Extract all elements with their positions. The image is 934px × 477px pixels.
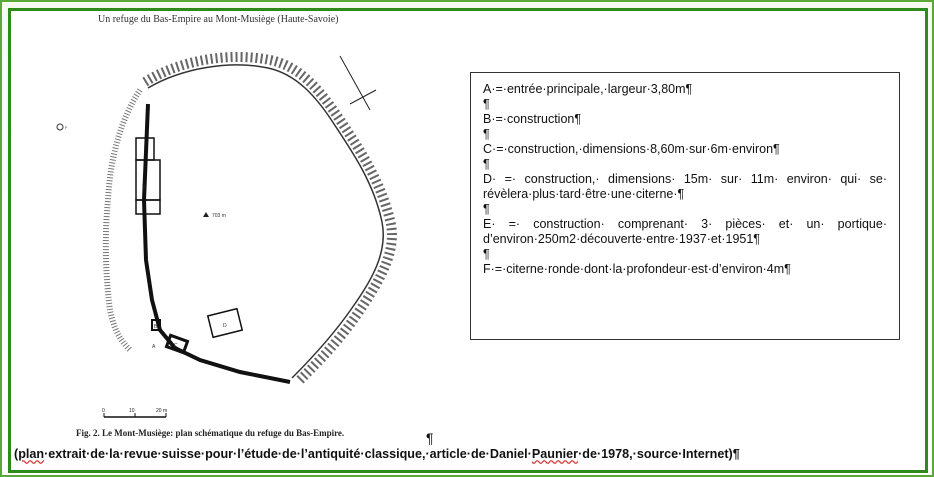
summit-marker	[203, 212, 209, 217]
letter-d: D	[223, 323, 227, 329]
legend-line-f: F·=·citerne·ronde·dont·la·profondeur·est·d’environ·4m¶	[483, 262, 791, 276]
construction-e-room-2	[136, 160, 160, 200]
legend-line-c: C·=·construction,·dimensions·8,60m·sur·6m·environ¶	[483, 142, 780, 156]
cliff-hatching-east	[145, 57, 392, 380]
legend-line-b: B·=·construction¶	[483, 112, 582, 126]
source-part-2: ·extrait·de·la·revue·suisse·pour·l’étude·de·l’antiquité·classique,·article·de·Daniel·	[44, 447, 532, 461]
legend-blank-5: ¶	[483, 247, 490, 261]
scale-label-0: 0	[102, 408, 105, 414]
legend-blank-4: ¶	[483, 202, 490, 216]
cliff-edge-line	[148, 65, 383, 378]
enclosure-wall	[144, 104, 290, 382]
letter-f: F	[65, 125, 68, 130]
north-arrow-cross	[350, 90, 376, 104]
source-part-3: ·de·1978,·source·Internet)¶	[578, 447, 740, 461]
letter-e: E	[142, 184, 146, 190]
scale-label-20: 20 m	[156, 408, 168, 414]
altitude-label: 703 m	[212, 213, 226, 219]
letter-b: B	[154, 324, 158, 330]
source-part-1: (	[14, 447, 19, 461]
cliff-hatching-west	[106, 90, 140, 350]
site-plan	[40, 30, 430, 430]
legend-blank-3: ¶	[483, 157, 490, 171]
north-arrow	[340, 56, 370, 110]
figure-title: Un refuge du Bas-Empire au Mont-Musiège (Haute-Savoie)	[98, 14, 339, 25]
citerne-f	[57, 124, 63, 130]
figure-caption: Fig. 2. Le Mont-Musiège: plan schématique du refuge du Bas-Empire.	[76, 428, 345, 438]
legend-blank-2: ¶	[483, 127, 490, 141]
legend-blank-1: ¶	[483, 97, 490, 111]
legend-line-e: E· =· construction· comprenant· 3· pièces· et· un· portique· d’environ·250m2·découverte·entre·1937·et·1951¶	[483, 217, 887, 246]
source-word-plan: plan	[18, 447, 45, 461]
source-word-paunier: Paunier	[531, 447, 579, 461]
source-citation[interactable]	[14, 447, 914, 461]
scale-label-10: 10	[129, 408, 135, 414]
legend-line-d: D· =· construction,· dimensions· 15m· sur· 11m· environ· qui· se· révèlera·plus·tard·être·une·citerne·¶	[483, 172, 887, 201]
letter-a: A	[152, 344, 156, 350]
construction-e-room-3	[136, 200, 160, 214]
letter-c: C	[174, 343, 178, 349]
legend-line-a: A·=·entrée·principale,·largeur·3,80m¶	[483, 82, 693, 96]
paragraph-mark: ¶	[426, 430, 434, 446]
legend-textbox[interactable]	[470, 72, 900, 340]
